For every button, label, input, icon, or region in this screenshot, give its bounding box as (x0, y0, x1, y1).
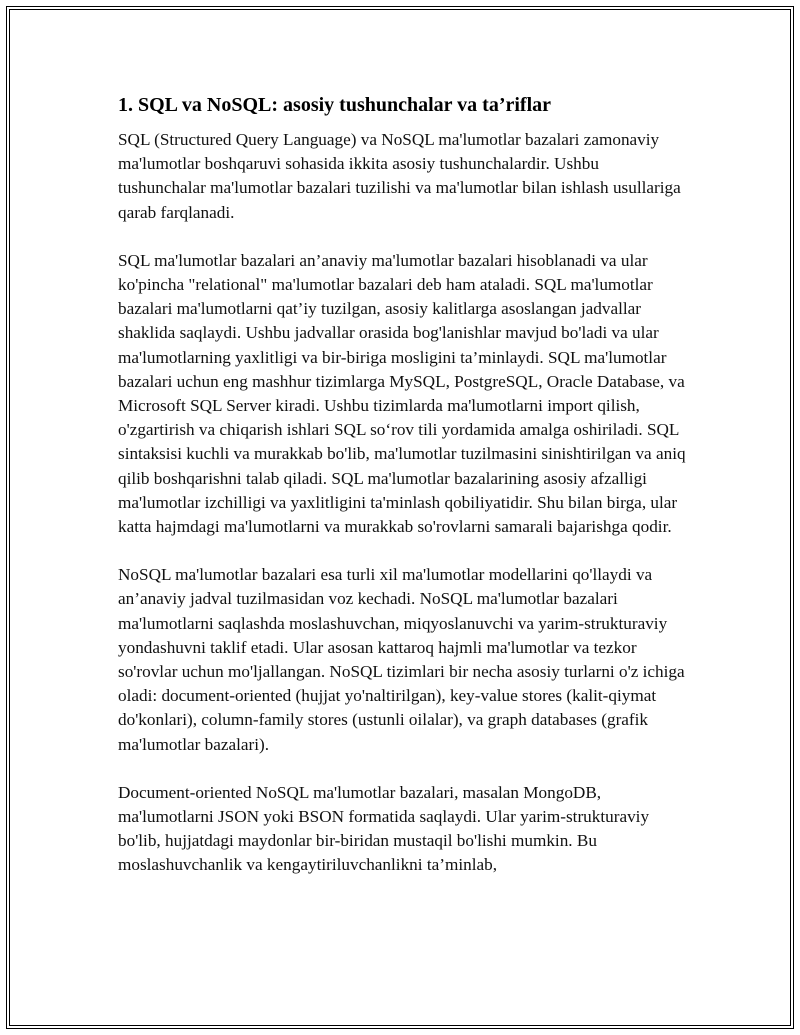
document-body (118, 92, 688, 902)
paragraph-sql: SQL ma'lumotlar bazalari an’anaviy ma'lumotlar bazalari hisoblanadi va ular ko'pincha "relational" ma'lumotlar bazalari deb ham ataladi. SQL ma'lumotlar bazalari ma'lumotlarni qat’iy tuzilgan, asosiy kalitlarga asoslangan jadvallar shaklida saqlaydi. Ushbu jadvallar orasida bog'lanishlar mavjud bo'ladi va ular ma'lumotlarning yaxlitligi va bir-biriga mosligini ta’minlaydi. SQL ma'lumotlar bazalari uchun eng mashhur tizimlarga MySQL, PostgreSQL, Oracle Database, va Microsoft SQL Server kiradi. Ushbu tizimlarda ma'lumotlarni import qilish, o'zgartirish va chiqarish ishlari SQL so‘rov tili yordamida amalga oshiriladi. SQL sintaksisi kuchli va murakkab bo'lib, ma'lumotlar tuzilmasini sinishtirilgan va aniq qilib boshqarishni talab qiladi. SQL ma'lumotlar bazalarining asosiy afzalligi ma'lumotlar izchilligi va yaxlitligini ta'minlash qobiliyatidir. Shu bilan birga, ular katta hajmdagi ma'lumotlarni va murakkab so'rovlarni samarali bajarishga qodir. (118, 250, 686, 537)
paragraph-document-oriented: Document-oriented NoSQL ma'lumotlar bazalari, masalan MongoDB, ma'lumotlarni JSON yoki BSON formatida saqlaydi. Ular yarim-strukturaviy bo'lib, hujjatdagi maydonlar bir-biridan mustaqil bo'lishi mumkin. Bu moslashuvchanlik va kengaytiriluvchanlikni ta’minlab, (118, 782, 650, 875)
paragraph-nosql: NoSQL ma'lumotlar bazalari esa turli xil ma'lumotlar modellarini qo'llaydi va an’anaviy jadval tuzilmasidan voz kechadi. NoSQL ma'lumotlar bazalari ma'lumotlarni saqlashda moslashuvchan, miqyoslanuvchi va yarim-strukturaviy yondashuvni taklif etadi. Ular asosan kattaroq hajmli ma'lumotlar va tezkor so'rovlar uchun mo'ljallangan. NoSQL tizimlari bir necha asosiy turlarni o'z ichiga oladi: document-oriented (hujjat yo'naltirilgan), key-value stores (kalit-qiymat do'konlari), column-family stores (ustunli oilalar), va graph databases (grafik ma'lumotlar bazalari). (118, 565, 685, 754)
paragraph-intro: SQL (Structured Query Language) va NoSQL ma'lumotlar bazalari zamonaviy ma'lumotlar boshqaruvi sohasida ikkita asosiy tushunchalardir. Ushbu tushunchalar ma'lumotlar bazalari tuzilishi va ma'lumotlar bilan ishlash usullariga qarab farqlanadi. (118, 130, 681, 222)
section-heading: 1. SQL va NoSQL: asosiy tushunchalar va ta’riflar (118, 94, 552, 116)
